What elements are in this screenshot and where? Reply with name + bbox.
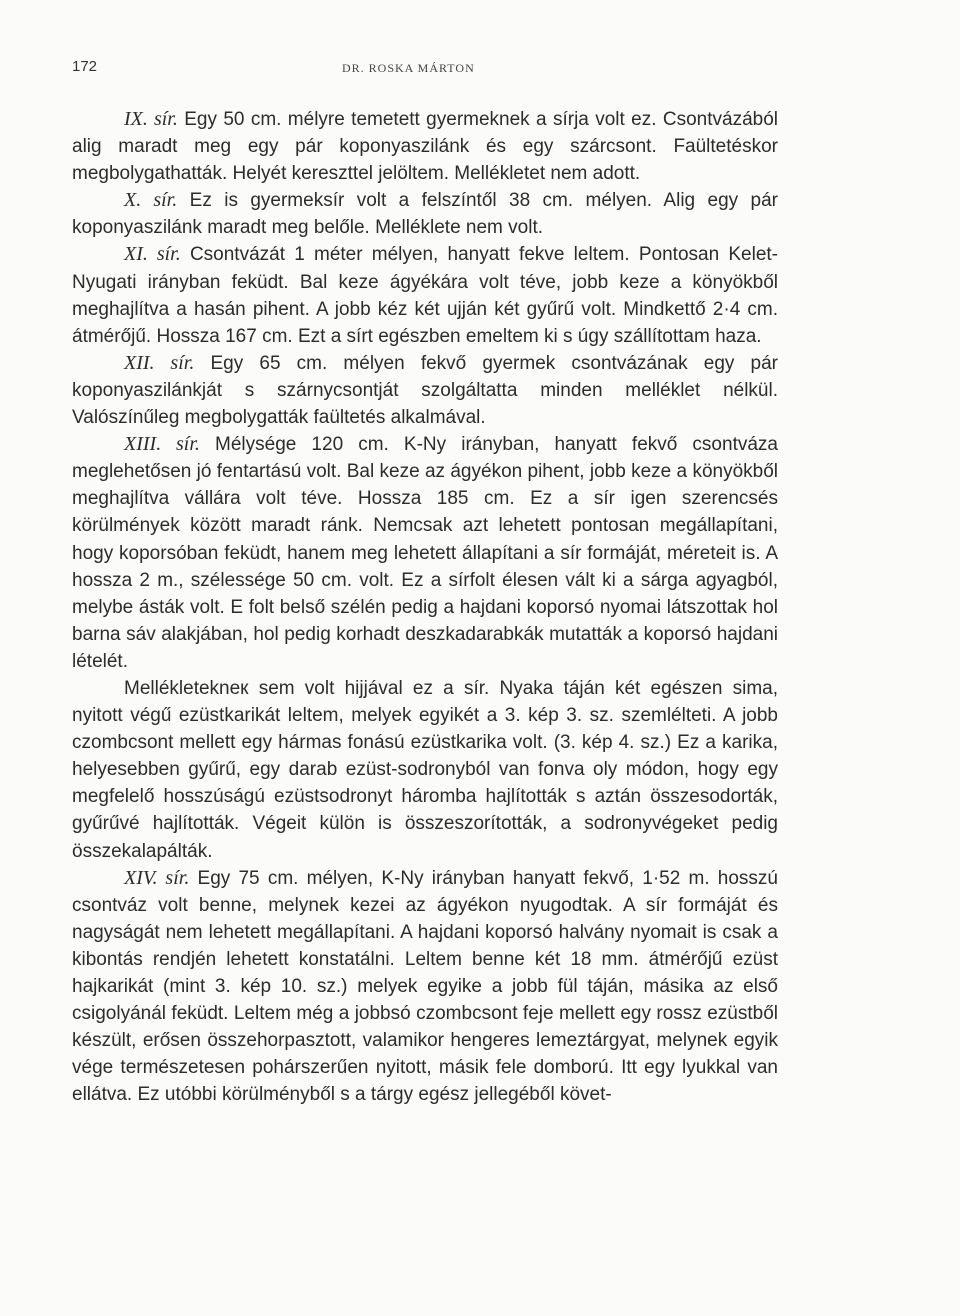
- paragraph-grave-x: [72, 187, 778, 241]
- paragraph-grave-xiii: [72, 431, 778, 675]
- paragraph-text: Csontvázát 1 méter mélyen, hanyatt fekve leltem. Pontosan Kelet-Nyugati irányban feküdt. Bal keze ágyékára volt téve, jobb keze a könyökből meghajlítva a hasán pihent. A jobb kéz két ujján két gyűrű volt. Mindkettő 2·4 cm. átmérőjű. Hossza 167 cm. Ezt a sírt egészben emeltem ki s úgy szállítottam haza.: [72, 244, 778, 347]
- paragraph-grave-xiv: [72, 865, 778, 1109]
- paragraph-text: Egy 75 cm. mélyen, K-Ny irányban hanyatt fekvő, 1·52 m. hosszú csontváz volt benne, melynek kezei az ágyékon nyugodtak. A sír formáját és nagyságát nem lehetett megállapítani. A hajdani koporsó halvány nyomait is csak a kibontás rendjén lehetett konstatálni. Leltem benne két 18 mm. átmérőjű ezüst hajkarikát (mint 3. kép 10. sz.) melyek egyike a jobb fül táján, másika az első csigolyánál feküdt. Leltem még a jobbsó czombcsont feje mellett egy rossz ezüstből készült, erősen összehorpasztott, valamikor hengeres lemeztárgyat, melynek egyik vége természetesen pohárszerűen nyitott, másik fele domború. Itt egy lyukkal van ellátva. Ez utóbbi körülményből s a tárgy egész jellegéből követ-: [72, 867, 778, 1106]
- grave-number: XII. sír.: [124, 351, 195, 374]
- grave-number: XIII. sír.: [124, 433, 200, 456]
- body-text: [72, 106, 778, 1108]
- running-head: [72, 58, 778, 82]
- paragraph-grave-xiii-finds: [72, 675, 778, 865]
- paragraph-text: Mélysége 120 cm. K-Ny irányban, hanyatt fekvő csontváza meglehetősen jó fentartású volt. Bal keze az ágyékon pihent, jobb keze a könyökből meghajlítva vállára volt téve. Hossza 185 cm. Ez a sír igen szerencsés körülmények között maradt ránk. Nemcsak azt lehetett pontosan megállapítani, hogy koporsóban feküdt, hanem meg lehetett állapítani a sír formáját, méreteit is. A hossza 2 m., szélessége 50 cm. volt. Ez a sírfolt élesen vált ki a sárga agyagból, melybe ásták volt. E folt belső szélén pedig a hajdani koporsó nyomai látszottak hol barna sáv alakjában, hol pedig korhadt deszkadarabkák mutatták a koporsó hajdani lételét.: [72, 434, 778, 672]
- paragraph-text: Mellékletekneк sem volt hijjával ez a sír. Nyaka táján két egészen sima, nyitott végű ezüstkarikát leltem, melyek egyikét a 3. kép 3. sz. szemlélteti. A jobb czombcsont mellett egy hármas fonású ezüstkarika volt. (3. kép 4. sz.) Ez a karika, helyesebben gyűrű, egy darab ezüst-sodronyból van fonva oly módon, hogy egy megfelelő hosszúságú ezüstsodronyt háromba hajlították s aztán összesodorták, gyűrűvé hajlították. Végeit külön is összeszorították, a sodronyvégeket pedig összekalapálták.: [72, 677, 778, 862]
- grave-number: X. sír.: [124, 189, 178, 212]
- grave-number: IX. sír.: [124, 108, 178, 130]
- page-number: 172: [72, 58, 98, 75]
- paragraph-grave-xi: [72, 241, 778, 349]
- paragraph-text: Egy 50 cm. mélyre temetett gyermeknek a sírja volt ez. Csontvázából alig maradt meg egy pár koponyaszilánk és egy szárcsont. Faültetéskor megbolygathatták. Helyét kereszttel jelöltem. Mellékletet nem adott.: [72, 109, 778, 185]
- paragraph-text: Egy 65 cm. mélyen fekvő gyermek csontvázának egy pár koponyaszilánkját s szárnycsontját szolgáltatta minden melléklet nélkül. Valószínűleg megbolygatták faültetés alkalmával.: [72, 352, 778, 429]
- grave-number: XIV. sír.: [124, 866, 190, 889]
- paragraph-grave-xii: [72, 350, 778, 431]
- header-author: DR. ROSKA MÁRTON: [342, 61, 475, 75]
- grave-number: XI. sír.: [124, 243, 181, 266]
- paragraph-grave-ix: [72, 106, 778, 187]
- paragraph-text: Ez is gyermeksír volt a felszíntől 38 cm. mélyen. Alig egy pár koponyaszilánk maradt meg belőle. Melléklete nem volt.: [72, 190, 779, 239]
